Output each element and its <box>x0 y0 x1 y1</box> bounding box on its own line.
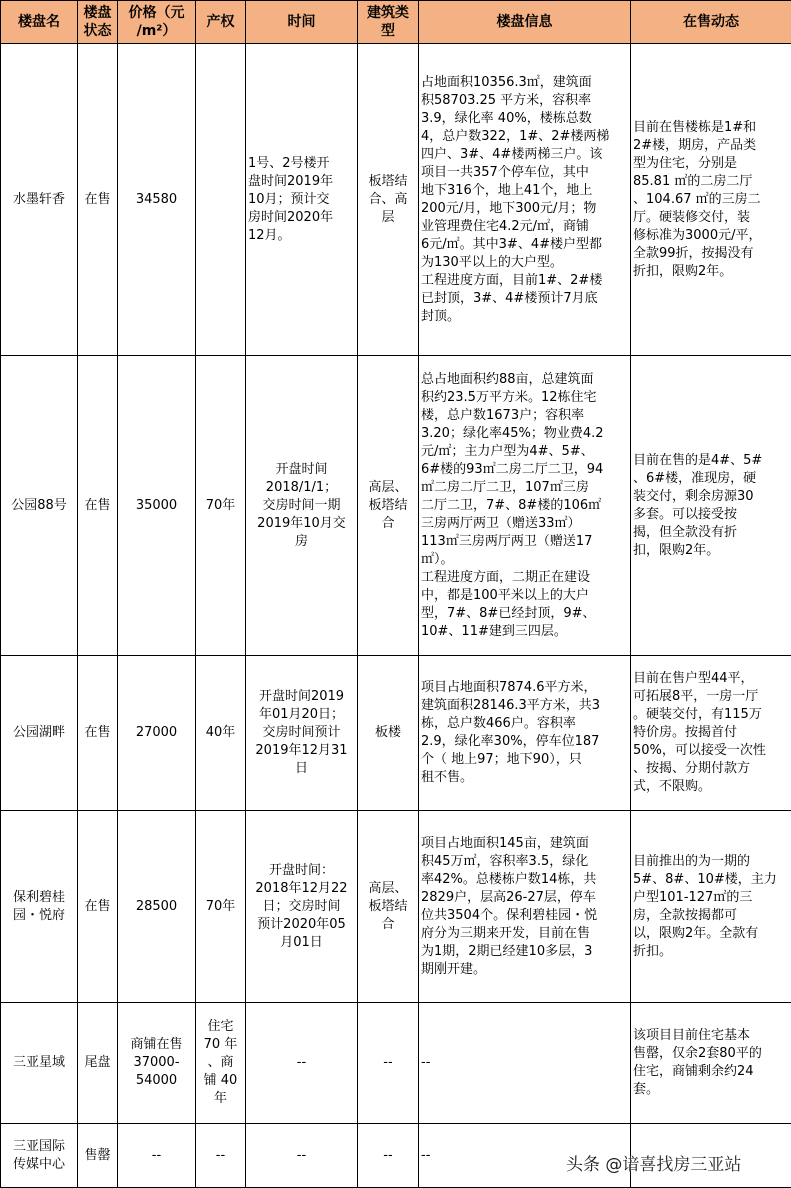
header-tenure: 产权 <box>196 1 246 44</box>
cell-info: -- <box>419 1124 631 1188</box>
table-row <box>1 44 791 356</box>
header-price: 价格（元 /m²） <box>118 1 196 44</box>
header-info: 楼盘信息 <box>419 1 631 44</box>
cell-status: 在售 <box>78 811 118 1003</box>
header-sales: 在售动态 <box>631 1 791 44</box>
cell-sales: 目前推出的为一期的 5#、8#、10#楼，主力 户型101-127㎡的三 房，全款按揭都可 以，限购2年。全款有 折扣。 <box>631 811 791 1003</box>
header-status: 楼盘 状态 <box>78 1 118 44</box>
cell-building-type: 高层、 板塔结 合 <box>358 811 419 1003</box>
table-row <box>1 811 791 1003</box>
header-name: 楼盘名 <box>1 1 78 44</box>
cell-building-type: -- <box>358 1124 419 1188</box>
table-row <box>1 356 791 656</box>
cell-tenure: 40年 <box>196 656 246 811</box>
cell-info: 项目占地面积145亩，建筑面 积45万㎡，容积率3.5，绿化 率42%。总楼栋户数14栋，共 2829户，层高26-27层，停车 位共3504个。保利碧桂园・悦 府分为三期来开发，目前在售 为1期，2期已经建10多层，3 期刚开建。 <box>419 811 631 1003</box>
cell-price: -- <box>118 1124 196 1188</box>
cell-status: 售罄 <box>78 1124 118 1188</box>
cell-price: 34580 <box>118 44 196 356</box>
cell-building-type: 板塔结 合、高 层 <box>358 44 419 356</box>
cell-price: 28500 <box>118 811 196 1003</box>
cell-name: 水墨轩香 <box>1 44 78 356</box>
cell-tenure: 70年 <box>196 811 246 1003</box>
cell-price: 商铺在售 37000- 54000 <box>118 1003 196 1124</box>
cell-time: 开盘时间2019 年01月20日； 交房时间预计 2019年12月31 日 <box>246 656 358 811</box>
table-row <box>1 656 791 811</box>
cell-name: 公园88号 <box>1 356 78 656</box>
cell-tenure: 70年 <box>196 356 246 656</box>
cell-sales: 目前在售户型44平， 可拓展8平，一房一厅 。硬装交付，有115万 特价房。按揭首付 50%，可以接受一次性 、按揭、分期付款方 式，不限购。 <box>631 656 791 811</box>
cell-info: -- <box>419 1003 631 1124</box>
cell-building-type: 板楼 <box>358 656 419 811</box>
cell-building-type: 高层、 板塔结 合 <box>358 356 419 656</box>
cell-building-type: -- <box>358 1003 419 1124</box>
cell-sales: 目前在售的是4#、5# 、6#楼，准现房，硬 装交付，剩余房源30 多套。可以接受按 揭，但全款没有折 扣，限购2年。 <box>631 356 791 656</box>
header-building-type: 建筑类 型 <box>358 1 419 44</box>
table-row <box>1 1003 791 1124</box>
cell-name: 公园湖畔 <box>1 656 78 811</box>
cell-price: 35000 <box>118 356 196 656</box>
header-time: 时间 <box>246 1 358 44</box>
cell-time: -- <box>246 1124 358 1188</box>
cell-tenure: 住宅 70 年 、商 铺 40 年 <box>196 1003 246 1124</box>
cell-time: 1号、2号楼开 盘时间2019年 10月；预计交 房时间2020年 12月。 <box>246 44 358 356</box>
cell-status: 在售 <box>78 656 118 811</box>
watermark-caption: 头条 @谙喜找房三亚站 <box>566 1155 742 1175</box>
cell-name: 三亚星域 <box>1 1003 78 1124</box>
cell-tenure: -- <box>196 1124 246 1188</box>
header-row <box>1 1 791 44</box>
cell-info: 占地面积10356.3㎡，建筑面 积58703.25 平方米，容积率 3.9，绿化率 40%，楼栋总数 4，总户数322，1#、2#楼两梯 四户、3#、4#楼两梯三户。该 项目一共357个停车位，其中 地下316个，地上41个，地上 200元/月，地下300元/月；物 业管理费住宅4.2元/㎡，商铺 6元/㎡。其中3#、4#楼户型都 为130平以上的大户型。 工程进度方面，目前1#、2#楼 已封顶，3#、4#楼预计7月底 封顶。 <box>419 44 631 356</box>
cell-time: 开盘时间： 2018年12月22 日；交房时间 预计2020年05 月01日 <box>246 811 358 1003</box>
cell-name: 保利碧桂 园・悦府 <box>1 811 78 1003</box>
cell-time: 开盘时间 2018/1/1； 交房时间一期 2019年10月交 房 <box>246 356 358 656</box>
cell-status: 尾盘 <box>78 1003 118 1124</box>
cell-price: 27000 <box>118 656 196 811</box>
cell-info: 项目占地面积7874.6平方米， 建筑面积28146.3平方米，共3 栋，总户数466户。容积率 2.9，绿化率30%，停车位187 个（ 地上97；地下90），只 租不售。 <box>419 656 631 811</box>
cell-time: -- <box>246 1003 358 1124</box>
cell-status: 在售 <box>78 44 118 356</box>
cell-sales: 目前在售楼栋是1#和 2#楼，期房，产品类 型为住宅，分别是 85.81 ㎡的二房二厅 、104.67 ㎡的三房二 厅。硬装修交付，装 修标准为3000元/平， 全款99折，按揭没有 折扣，限购2年。 <box>631 44 791 356</box>
cell-tenure <box>196 44 246 356</box>
cell-info: 总占地面积约88亩，总建筑面 积约23.5万平方米。12栋住宅 楼，总户数1673户；容积率 3.20；绿化率45%；物业费4.2 元/㎡；主力户型为4#、5#、 6#楼的93㎡二房二厅二卫，94 ㎡二房二厅二卫，107㎡三房 二厅二卫，7#、8#楼的106㎡ 三房两厅两卫（赠送33㎡） 113㎡三房两厅两卫（赠送17 ㎡）。 工程进度方面，二期正在建设 中，都是100平米以上的大户 型，7#、8#已经封顶，9#、 10#、11#建到三四层。 <box>419 356 631 656</box>
cell-name: 三亚国际 传媒中心 <box>1 1124 78 1188</box>
cell-sales: 该项目目前住宅基本 售罄，仅余2套80平的 住宅，商铺剩余约24 套。 <box>631 1003 791 1124</box>
cell-status: 在售 <box>78 356 118 656</box>
